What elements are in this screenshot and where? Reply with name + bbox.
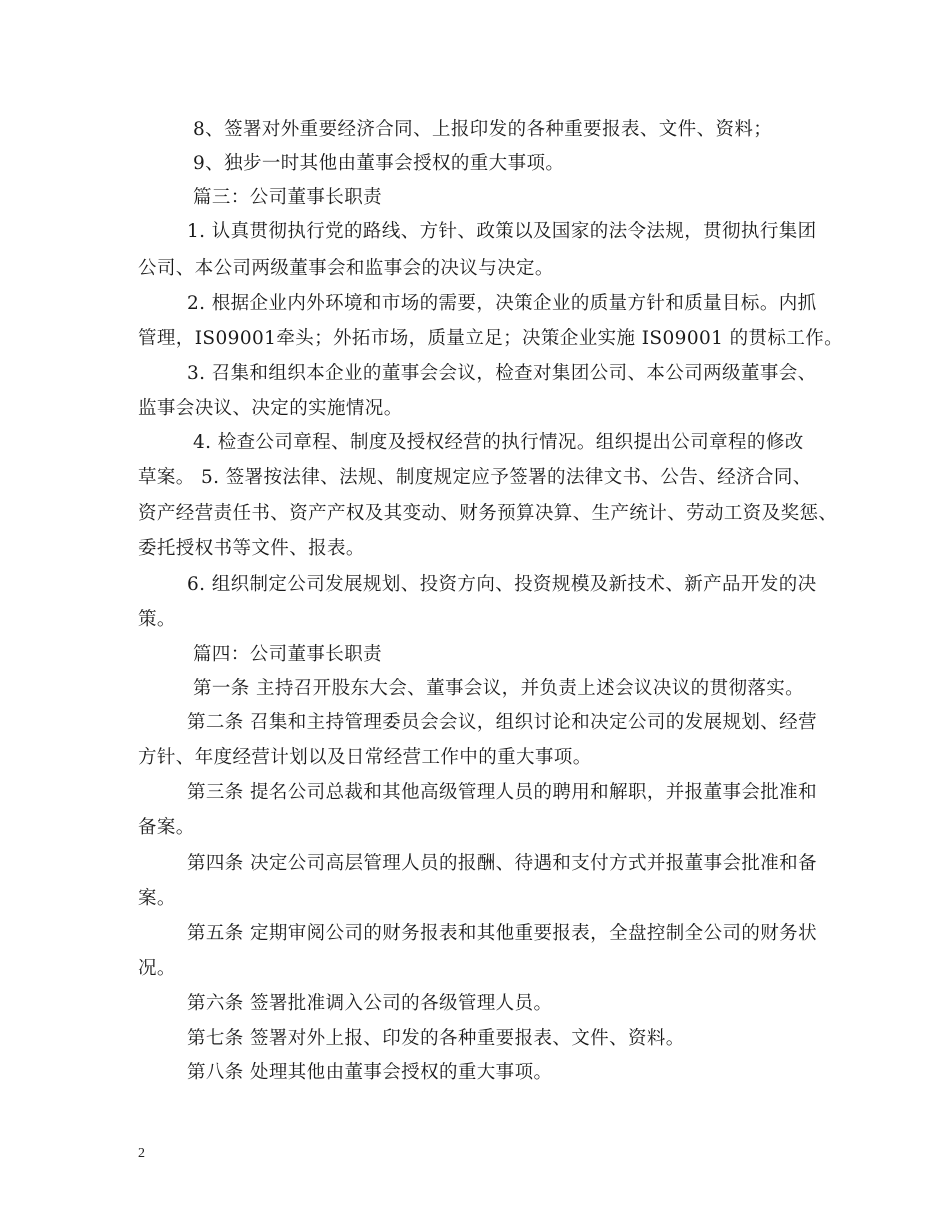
text-line: 第二条 召集和主持管理委员会会议，组织讨论和决定公司的发展规划、经营: [187, 712, 817, 733]
section-heading: 篇四：公司董事长职责: [193, 644, 383, 665]
text-line: 第五条 定期审阅公司的财务报表和其他重要报表，全盘控制全公司的财务状: [187, 923, 817, 944]
text-line: 1. 认真贯彻执行党的路线、方针、政策以及国家的法令法规，贯彻执行集团: [187, 221, 817, 242]
text-line: 2. 根据企业内外环境和市场的需要，决策企业的质量方针和质量目标。内抓: [187, 293, 817, 314]
text-line: 监事会决议、决定的实施情况。: [138, 398, 403, 419]
text-line: 管理，IS09001牵头；外拓市场，质量立足；决策企业实施 IS09001 的贯标工作。: [138, 328, 844, 349]
text-line: 第八条 处理其他由董事会授权的重大事项。: [187, 1062, 553, 1083]
text-line: 9、独步一时其他由董事会授权的重大事项。: [193, 153, 565, 174]
text-line: 第七条 签署对外上报、印发的各种重要报表、文件、资料。: [187, 1028, 685, 1049]
text-line: 策。: [138, 609, 176, 630]
text-line: 第三条 提名公司总裁和其他高级管理人员的聘用和解职，并报董事会批准和: [187, 782, 817, 803]
text-line: 资产经营责任书、资产产权及其变动、财务预算决算、生产统计、劳动工资及奖惩、: [138, 503, 838, 524]
text-line: 案。: [138, 888, 176, 909]
text-line: 况。: [138, 958, 176, 979]
text-line: 8、签署对外重要经济合同、上报印发的各种重要报表、文件、资料；: [193, 119, 773, 140]
text-line: 4. 检查公司章程、制度及授权经营的执行情况。组织提出公司章程的修改: [193, 432, 804, 453]
text-line: 公司、本公司两级董事会和监事会的决议与决定。: [138, 258, 554, 279]
text-line: 第四条 决定公司高层管理人员的报酬、待遇和支付方式并报董事会批准和备: [187, 853, 817, 874]
section-heading: 篇三：公司董事长职责: [193, 187, 383, 208]
text-line: 6. 组织制定公司发展规划、投资方向、投资规模及新技术、新产品开发的决: [187, 574, 817, 595]
text-line: 方针、年度经营计划以及日常经营工作中的重大事项。: [138, 747, 592, 768]
text-line: 第一条 主持召开股东大会、董事会议，并负责上述会议决议的贯彻落实。: [193, 678, 805, 699]
text-line: 委托授权书等文件、报表。: [138, 538, 365, 559]
text-line: 第六条 签署批准调入公司的各级管理人员。: [187, 993, 553, 1014]
text-line: 3. 召集和组织本企业的董事会会议，检查对集团公司、本公司两级董事会、: [187, 363, 817, 384]
page-number: 2: [138, 1146, 145, 1161]
text-line: 草案。 5. 签署按法律、法规、制度规定应予签署的法律文书、公告、经济合同、: [138, 467, 812, 488]
text-line: 备案。: [138, 817, 195, 838]
